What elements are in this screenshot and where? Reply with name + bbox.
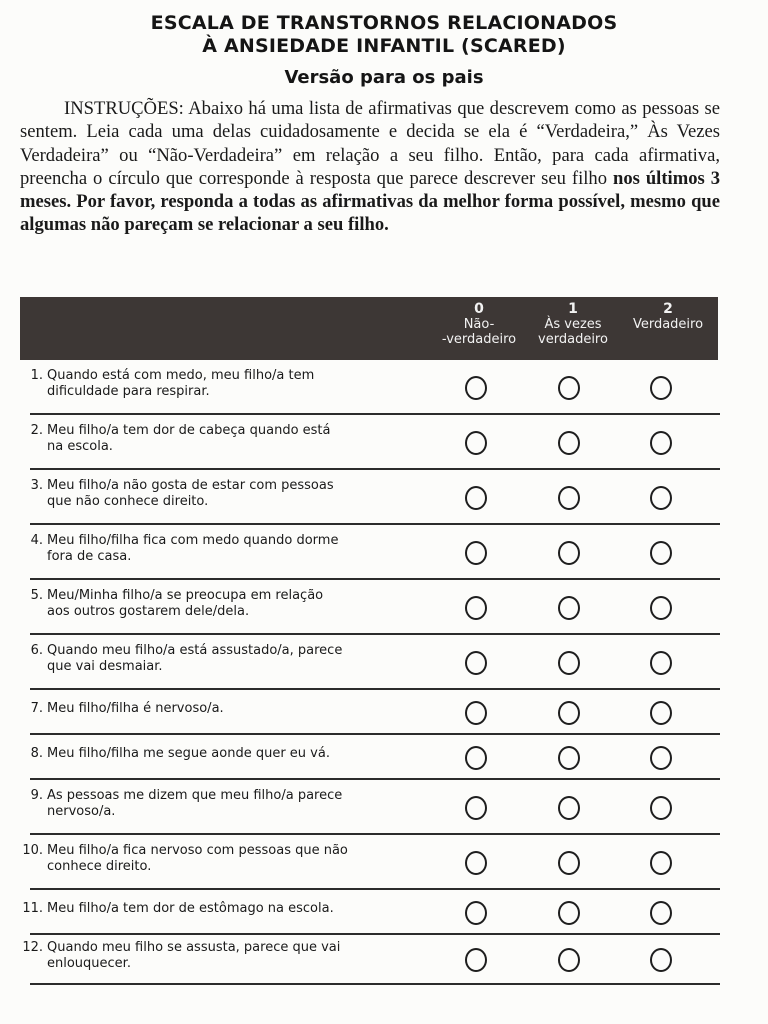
response-circle-0[interactable] (465, 541, 487, 565)
response-circle-2[interactable] (650, 376, 672, 400)
row-divider (30, 983, 720, 985)
item-text-line-1: Meu filho/filha fica com medo quando dorme (47, 532, 339, 548)
response-circle-2[interactable] (650, 948, 672, 972)
response-circle-2[interactable] (650, 796, 672, 820)
response-circle-0[interactable] (465, 901, 487, 925)
item-row (0, 360, 768, 415)
item-label (30, 367, 407, 400)
column-label-line-1: Às vezes (544, 317, 602, 332)
column-value: 0 (474, 301, 484, 317)
column-label-line-1: Verdadeiro (632, 317, 704, 332)
response-circle-1[interactable] (558, 376, 580, 400)
item-number: 10. (22, 842, 43, 858)
response-circle-1[interactable] (558, 486, 580, 510)
item-text-line-1: Quando meu filho/a está assustado/a, parece (47, 642, 343, 658)
item-text-line-2: que vai desmaiar. (47, 658, 163, 674)
item-number: 8. (30, 745, 43, 761)
response-circle-2[interactable] (650, 901, 672, 925)
item-text-line-1: Meu filho/a tem dor de cabeça quando está (47, 422, 331, 438)
column-label-line-2: -verdadeiro (441, 332, 517, 347)
item-number: 9. (30, 787, 43, 803)
item-row (0, 525, 768, 580)
item-number: 3. (30, 477, 43, 493)
item-row (0, 580, 768, 635)
item-text-line-1: As pessoas me dizem que meu filho/a parece (47, 787, 343, 803)
response-circle-0[interactable] (465, 948, 487, 972)
item-label (30, 587, 407, 620)
item-label (30, 745, 407, 762)
item-label (30, 422, 407, 455)
response-circle-0[interactable] (465, 376, 487, 400)
item-text-line-1: Quando meu filho se assusta, parece que vai (47, 940, 341, 955)
response-circle-2[interactable] (650, 701, 672, 725)
column-value: 1 (568, 301, 578, 317)
response-circle-1[interactable] (558, 851, 580, 875)
response-circle-0[interactable] (465, 701, 487, 725)
response-circle-1[interactable] (558, 901, 580, 925)
item-label (30, 700, 407, 717)
item-label (22, 842, 407, 875)
item-row (0, 470, 768, 525)
item-row (0, 835, 768, 890)
column-label-line-1: Não- (463, 317, 495, 332)
response-circle-1[interactable] (558, 701, 580, 725)
response-circle-1[interactable] (558, 651, 580, 675)
item-row (0, 780, 768, 835)
response-circle-2[interactable] (650, 651, 672, 675)
item-label (30, 787, 407, 820)
response-circle-1[interactable] (558, 596, 580, 620)
response-circle-2[interactable] (650, 486, 672, 510)
item-number: 12. (22, 940, 43, 955)
response-circle-0[interactable] (465, 431, 487, 455)
response-circle-1[interactable] (558, 948, 580, 972)
title-line-2: À ANSIEDADE INFANTIL (SCARED) (202, 35, 566, 57)
item-text-line-1: Meu filho/filha é nervoso/a. (47, 700, 224, 716)
item-text-line-2: na escola. (47, 438, 113, 454)
item-label (30, 642, 407, 675)
item-label (30, 477, 407, 510)
column-header-2 (613, 301, 723, 332)
subtitle: Versão para os pais (284, 67, 484, 88)
response-circle-1[interactable] (558, 431, 580, 455)
item-label (30, 532, 407, 565)
item-text-line-2: enlouquecer. (47, 956, 131, 971)
item-number: 6. (30, 642, 43, 658)
item-number: 7. (30, 700, 43, 716)
title-block (0, 12, 768, 89)
response-circle-2[interactable] (650, 746, 672, 770)
response-circle-0[interactable] (465, 486, 487, 510)
item-text-line-2: dificuldade para respirar. (47, 383, 210, 399)
response-circle-2[interactable] (650, 431, 672, 455)
item-row (0, 735, 768, 780)
response-circle-2[interactable] (650, 541, 672, 565)
item-row (0, 415, 768, 470)
response-circle-0[interactable] (465, 746, 487, 770)
item-text-line-2: aos outros gostarem dele/dela. (47, 603, 250, 619)
instructions-bold-text: nos últimos 3 meses. Por favor, responda a todas as afirmativas da melhor forma possível, mesmo que algumas não pareçam se relacionar a seu filho. (20, 167, 720, 236)
item-text-line-2: conhece direito. (47, 858, 152, 874)
instructions-paragraph (20, 97, 720, 237)
item-row (0, 935, 768, 985)
response-circle-0[interactable] (465, 796, 487, 820)
response-circle-1[interactable] (558, 746, 580, 770)
item-label (22, 900, 407, 917)
item-row (0, 635, 768, 690)
response-circle-1[interactable] (558, 796, 580, 820)
item-label (22, 940, 407, 972)
item-text-line-2: que não conhece direito. (47, 493, 209, 509)
instructions-text: INSTRUÇÕES: Abaixo há uma lista de afirmativas que descrevem como as pessoas se sentem. Leia cada uma delas cuidadosamente e decida se ela é “Verdadeira,” Às Vezes Verdadeira” ou “Não-Verdadeira” em relação a seu filho. Então, para cada afirmativa, preencha o círculo que corresponde à resposta que parece descrever seu filho (20, 98, 720, 189)
item-row (0, 690, 768, 735)
item-text-line-2: fora de casa. (47, 548, 132, 564)
column-header-1 (518, 301, 628, 347)
response-circle-0[interactable] (465, 596, 487, 620)
item-text-line-1: Quando está com medo, meu filho/a tem (47, 367, 315, 383)
item-text-line-1: Meu/Minha filho/a se preocupa em relação (47, 587, 324, 603)
item-number: 4. (30, 532, 43, 548)
item-row (0, 890, 768, 935)
response-circle-2[interactable] (650, 596, 672, 620)
item-text-line-1: Meu filho/filha me segue aonde quer eu vá. (47, 745, 330, 761)
item-text-line-1: Meu filho/a tem dor de estômago na escola. (47, 900, 334, 916)
item-number: 5. (30, 587, 43, 603)
item-number: 2. (30, 422, 43, 438)
item-number: 11. (22, 900, 43, 916)
item-text-line-2: nervoso/a. (47, 803, 116, 819)
response-circle-0[interactable] (465, 651, 487, 675)
item-number: 1. (30, 367, 43, 383)
item-text-line-1: Meu filho/a fica nervoso com pessoas que não (47, 842, 348, 858)
response-circle-0[interactable] (465, 851, 487, 875)
item-text-line-1: Meu filho/a não gosta de estar com pessoas (47, 477, 334, 493)
title-line-1: ESCALA DE TRANSTORNOS RELACIONADOS (150, 12, 618, 34)
response-circle-1[interactable] (558, 541, 580, 565)
response-circle-2[interactable] (650, 851, 672, 875)
column-label-line-2: verdadeiro (538, 332, 608, 347)
column-value: 2 (663, 301, 673, 317)
